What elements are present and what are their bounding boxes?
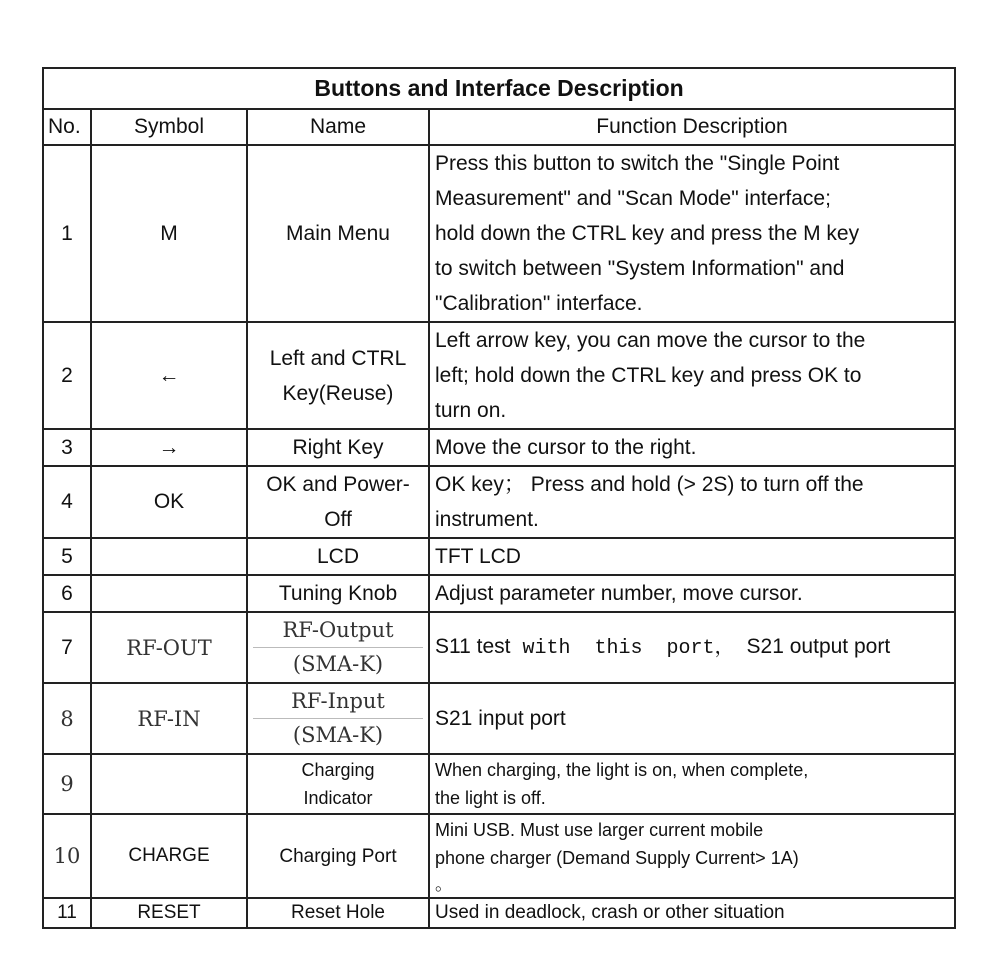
row-no: 4 xyxy=(43,466,91,538)
header-row xyxy=(43,109,955,145)
row-name xyxy=(247,754,429,814)
row-no: 3 xyxy=(43,429,91,466)
function-line: Left arrow key, you can move the cursor to the xyxy=(435,329,866,352)
table-row xyxy=(43,898,955,928)
row-no: 9 xyxy=(43,754,91,814)
name-line: Left and CTRL xyxy=(269,346,407,370)
row-name: LCD xyxy=(247,538,429,575)
row-no: 1 xyxy=(43,145,91,322)
header-no: No. xyxy=(43,109,91,145)
right-arrow-icon: → xyxy=(91,429,247,466)
row-no: 6 xyxy=(43,575,91,612)
function-line: instrument. xyxy=(435,508,539,531)
row-symbol: CHARGE xyxy=(91,814,247,898)
row-function xyxy=(429,814,955,898)
row-function: Adjust parameter number, move cursor. xyxy=(429,575,955,612)
row-no: 8 xyxy=(43,683,91,754)
table-row xyxy=(43,429,955,466)
row-function: TFT LCD xyxy=(429,538,955,575)
row-no: 5 xyxy=(43,538,91,575)
function-part: S21 output port xyxy=(746,635,891,658)
function-line: left; hold down the CTRL key and press OK to xyxy=(435,364,862,387)
table-row xyxy=(43,754,955,814)
row-symbol: RF-OUT xyxy=(91,612,247,683)
row-function: S21 input port xyxy=(429,683,955,754)
row-no: 7 xyxy=(43,612,91,683)
row-function: Used in deadlock, crash or other situation xyxy=(429,898,955,928)
row-function: Move the cursor to the right. xyxy=(429,429,955,466)
row-name: Tuning Knob xyxy=(247,575,429,612)
buttons-interface-table xyxy=(42,67,956,929)
name-line: Indicator xyxy=(303,788,373,808)
header-function: Function Description xyxy=(429,109,955,145)
row-no: 2 xyxy=(43,322,91,429)
table-row xyxy=(43,575,955,612)
name-line: (SMA-K) xyxy=(292,723,384,747)
row-symbol xyxy=(91,575,247,612)
description-table-wrapper xyxy=(42,67,954,929)
name-line: RF-Output xyxy=(253,614,423,648)
function-line: hold down the CTRL key and press the M key xyxy=(435,222,860,245)
function-line: Press this button to switch the "Single Point xyxy=(435,152,840,175)
table-row xyxy=(43,683,955,754)
function-line: to switch between "System Information" and xyxy=(435,257,845,280)
row-name xyxy=(247,612,429,683)
row-symbol xyxy=(91,538,247,575)
name-line: (SMA-K) xyxy=(292,652,384,676)
row-name xyxy=(247,466,429,538)
row-no: 11 xyxy=(43,898,91,928)
header-name: Name xyxy=(247,109,429,145)
row-function xyxy=(429,322,955,429)
name-line: RF-Input xyxy=(253,685,423,719)
row-function xyxy=(429,754,955,814)
table-title: Buttons and Interface Description xyxy=(43,68,955,109)
row-function xyxy=(429,466,955,538)
row-function xyxy=(429,145,955,322)
row-symbol: RESET xyxy=(91,898,247,928)
left-arrow-icon: ← xyxy=(91,322,247,429)
function-part: with this port， xyxy=(510,637,747,660)
row-symbol: OK xyxy=(91,466,247,538)
name-line: Off xyxy=(324,508,352,531)
row-function xyxy=(429,612,955,683)
function-part: S11 test xyxy=(435,635,511,658)
function-line: turn on. xyxy=(435,399,507,422)
row-symbol: M xyxy=(91,145,247,322)
table-row xyxy=(43,814,955,898)
row-name: Reset Hole xyxy=(247,898,429,928)
row-name: Right Key xyxy=(247,429,429,466)
table-row xyxy=(43,322,955,429)
table-row xyxy=(43,612,955,683)
header-symbol: Symbol xyxy=(91,109,247,145)
name-line: Charging xyxy=(301,760,375,780)
row-name: Main Menu xyxy=(247,145,429,322)
row-no: 10 xyxy=(43,814,91,898)
row-name: Charging Port xyxy=(247,814,429,898)
function-line: OK key； Press and hold (> 2S) to turn off the xyxy=(435,473,864,496)
function-line: Measurement" and "Scan Mode" interface; xyxy=(435,187,831,210)
name-line: Key(Reuse) xyxy=(282,381,394,405)
row-symbol: RF-IN xyxy=(91,683,247,754)
table-row xyxy=(43,466,955,538)
name-line: OK and Power- xyxy=(266,473,410,496)
function-line: phone charger (Demand Supply Current> 1A) xyxy=(435,848,799,868)
function-line: the light is off. xyxy=(435,788,546,808)
function-line: 。 xyxy=(435,874,453,894)
table-row xyxy=(43,145,955,322)
function-line: "Calibration" interface. xyxy=(435,292,643,315)
row-symbol xyxy=(91,754,247,814)
function-line: When charging, the light is on, when complete, xyxy=(435,760,809,780)
function-line: Mini USB. Must use larger current mobile xyxy=(435,820,764,840)
row-name xyxy=(247,683,429,754)
table-row xyxy=(43,538,955,575)
row-name xyxy=(247,322,429,429)
